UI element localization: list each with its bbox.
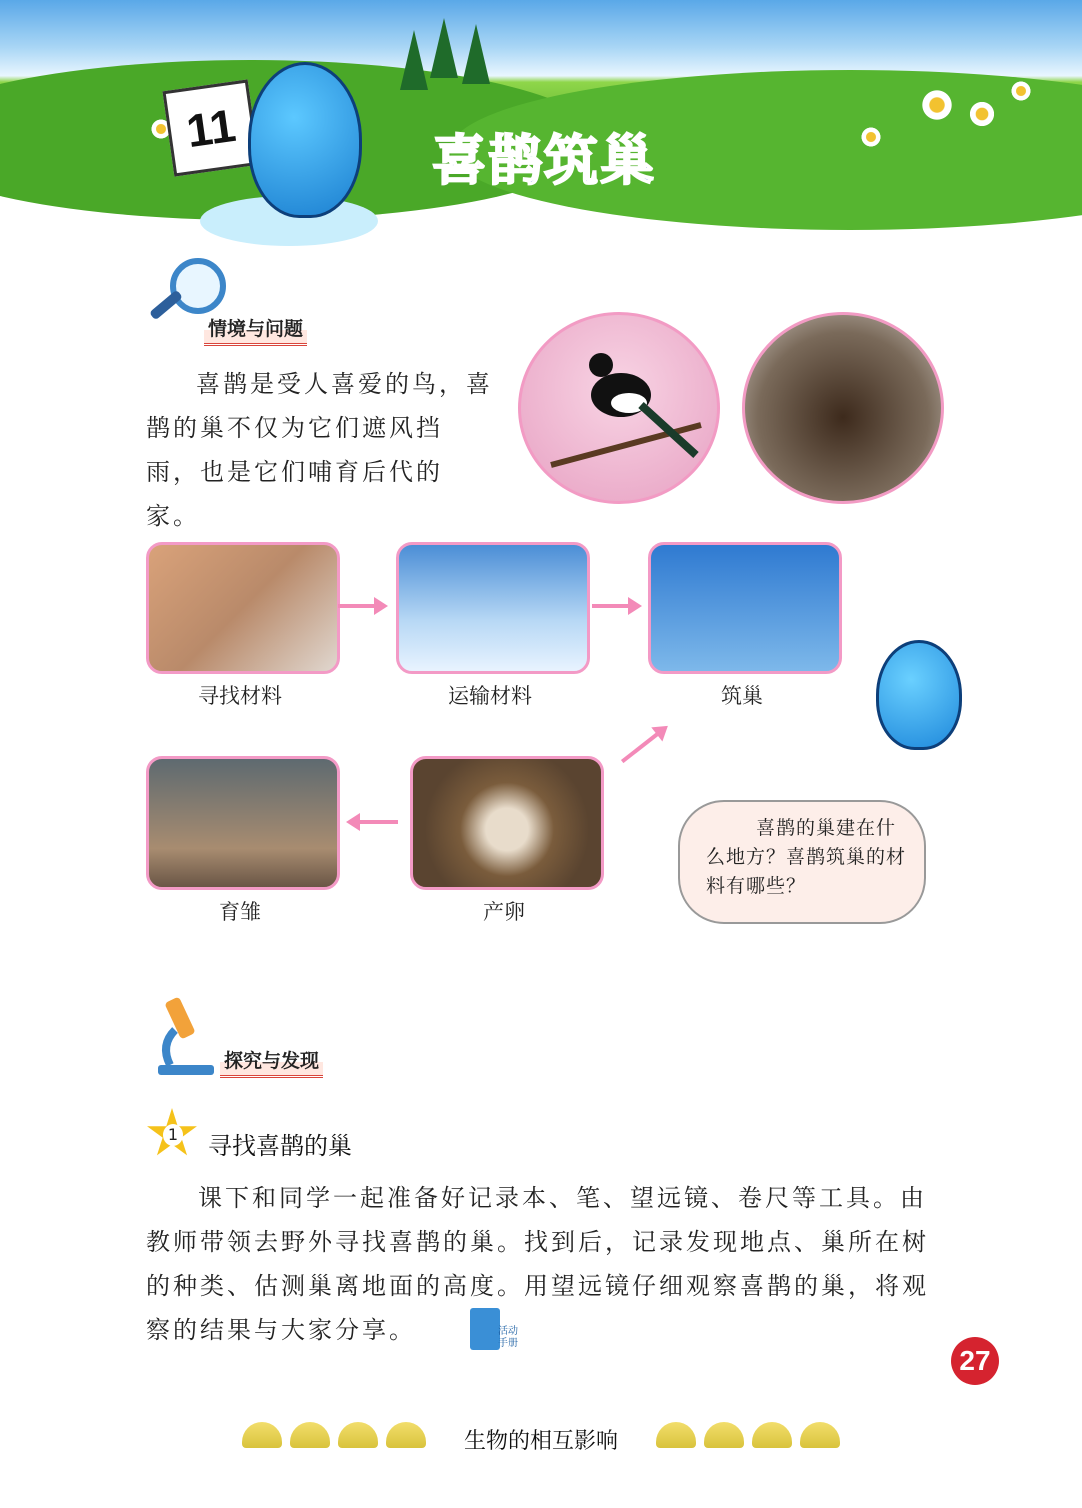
magnifier-icon [170, 258, 226, 314]
page-title: 喜鹊筑巢 [432, 129, 656, 192]
flow-arrow [592, 604, 632, 608]
nest-photo [742, 312, 944, 504]
flow-arrow-diagonal [621, 730, 661, 763]
mascot-character [876, 640, 962, 750]
daisy-flower [860, 126, 882, 148]
footer-title: 生物的相互影响 [463, 1429, 618, 1454]
handbook-icon [470, 1308, 500, 1350]
microscope-icon [150, 990, 220, 1080]
daisy-flower [1010, 80, 1032, 102]
section-heading: 探究与发现 [220, 1046, 323, 1078]
tree [462, 24, 490, 84]
intro-paragraph: 喜鹊是受人喜爱的鸟，喜鹊的巢不仅为它们遮风挡雨，也是它们哺育后代的家。 [146, 370, 493, 530]
step-photo-carry-material [396, 542, 590, 674]
magpie-photo [518, 312, 720, 504]
step-photo-raise-chicks [146, 756, 340, 890]
step-caption: 寻找材料 [198, 684, 282, 708]
tree [400, 30, 428, 90]
magpie-icon [521, 315, 717, 501]
page-number: 27 [951, 1337, 999, 1385]
activity-paragraph: 课下和同学一起准备好记录本、笔、望远镜、卷尺等工具。由教师带领去野外寻找喜鹊的巢。找到后，记录发现地点、巢所在树的种类、估测巢离地面的高度。用望远镜仔细观察喜鹊的巢，将观察的结果与大家分享。 [146, 1184, 929, 1344]
step-caption: 育雏 [219, 900, 261, 924]
activity-title: 寻找喜鹊的巢 [208, 1132, 352, 1160]
step-caption: 产卵 [483, 900, 525, 924]
chapter-number: 11 [162, 79, 259, 176]
step-caption: 筑巢 [721, 684, 763, 708]
flow-arrow [356, 820, 398, 824]
tree [430, 18, 458, 78]
flow-arrow [338, 604, 378, 608]
bubble-text: 喜鹊的巢建在什么地方？喜鹊筑巢的材料有哪些？ [706, 817, 907, 897]
step-photo-find-material [146, 542, 340, 674]
daisy-flower [920, 88, 954, 122]
mascot-character [248, 62, 362, 218]
daisy-flower [968, 100, 996, 128]
activity-number: 1 [163, 1124, 183, 1146]
step-photo-build-nest [648, 542, 842, 674]
section-heading: 情境与问题 [204, 314, 307, 346]
step-photo-lay-eggs [410, 756, 604, 890]
thought-bubble [678, 800, 926, 924]
handbook-label: 活动手册 [498, 1326, 518, 1349]
step-caption: 运输材料 [448, 684, 532, 708]
